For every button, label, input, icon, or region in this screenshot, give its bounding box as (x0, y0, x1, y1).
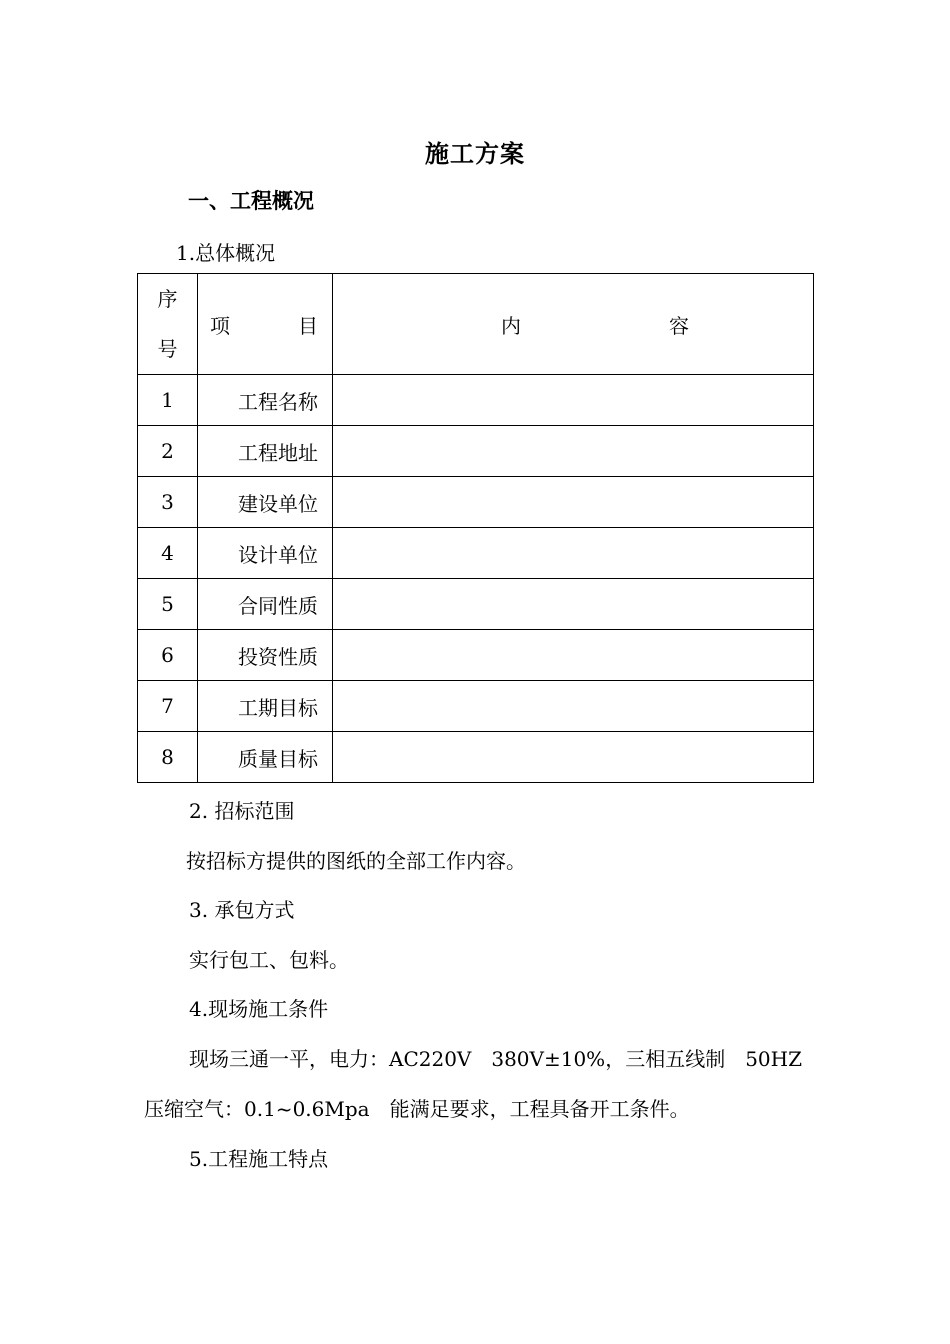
row-num: 6 (138, 630, 198, 681)
paragraph-site-conditions-line-1: 现场三通一平，电力：AC220V 380V±10%，三相五线制 50HZ (189, 1047, 802, 1071)
row-content (333, 528, 814, 579)
header-item-char-1: 项 (210, 313, 230, 338)
header-num-char-1: 序 (157, 287, 178, 311)
header-num-cell (138, 274, 198, 375)
row-num: 8 (138, 732, 198, 783)
table-row (138, 579, 814, 630)
row-content (333, 477, 814, 528)
row-item: 设计单位 (198, 528, 333, 579)
subsection-construction-features: 5.工程施工特点 (189, 1147, 329, 1171)
table-row (138, 681, 814, 732)
table-row (138, 528, 814, 579)
row-num: 4 (138, 528, 198, 579)
row-content (333, 579, 814, 630)
row-item: 工程名称 (198, 375, 333, 426)
subsection-bid-scope: 2. 招标范围 (189, 799, 295, 823)
row-item: 投资性质 (198, 630, 333, 681)
table-row (138, 477, 814, 528)
header-content-cell (333, 274, 814, 375)
subsection-site-conditions: 4.现场施工条件 (189, 997, 329, 1021)
row-num: 7 (138, 681, 198, 732)
row-content (333, 630, 814, 681)
row-num: 1 (138, 375, 198, 426)
row-num: 2 (138, 426, 198, 477)
header-content-char-1: 内 (501, 313, 521, 338)
table-row (138, 375, 814, 426)
header-item-cell (198, 274, 333, 375)
overview-table (137, 273, 814, 783)
paragraph-contract-mode: 实行包工、包料。 (189, 948, 349, 972)
section-heading: 一、工程概况 (188, 188, 314, 213)
document-title: 施工方案 (425, 139, 525, 168)
table-row (138, 630, 814, 681)
row-item: 质量目标 (198, 732, 333, 783)
paragraph-site-conditions-line-2: 压缩空气：0.1~0.6Mpa 能满足要求，工程具备开工条件。 (144, 1097, 690, 1121)
row-content (333, 375, 814, 426)
row-num: 3 (138, 477, 198, 528)
header-item-char-2: 目 (298, 313, 318, 338)
subsection-contract-mode: 3. 承包方式 (189, 898, 295, 922)
table-row (138, 732, 814, 783)
table-row (138, 426, 814, 477)
header-num-char-2: 号 (157, 337, 178, 361)
row-item: 工期目标 (198, 681, 333, 732)
paragraph-bid-scope: 按招标方提供的图纸的全部工作内容。 (186, 849, 526, 873)
row-content (333, 681, 814, 732)
header-content-char-2: 容 (669, 313, 689, 338)
row-content (333, 732, 814, 783)
table-header-row (138, 274, 814, 375)
row-item: 建设单位 (198, 477, 333, 528)
row-num: 5 (138, 579, 198, 630)
row-item: 工程地址 (198, 426, 333, 477)
row-content (333, 426, 814, 477)
subsection-overall: 1.总体概况 (176, 241, 276, 265)
row-item: 合同性质 (198, 579, 333, 630)
